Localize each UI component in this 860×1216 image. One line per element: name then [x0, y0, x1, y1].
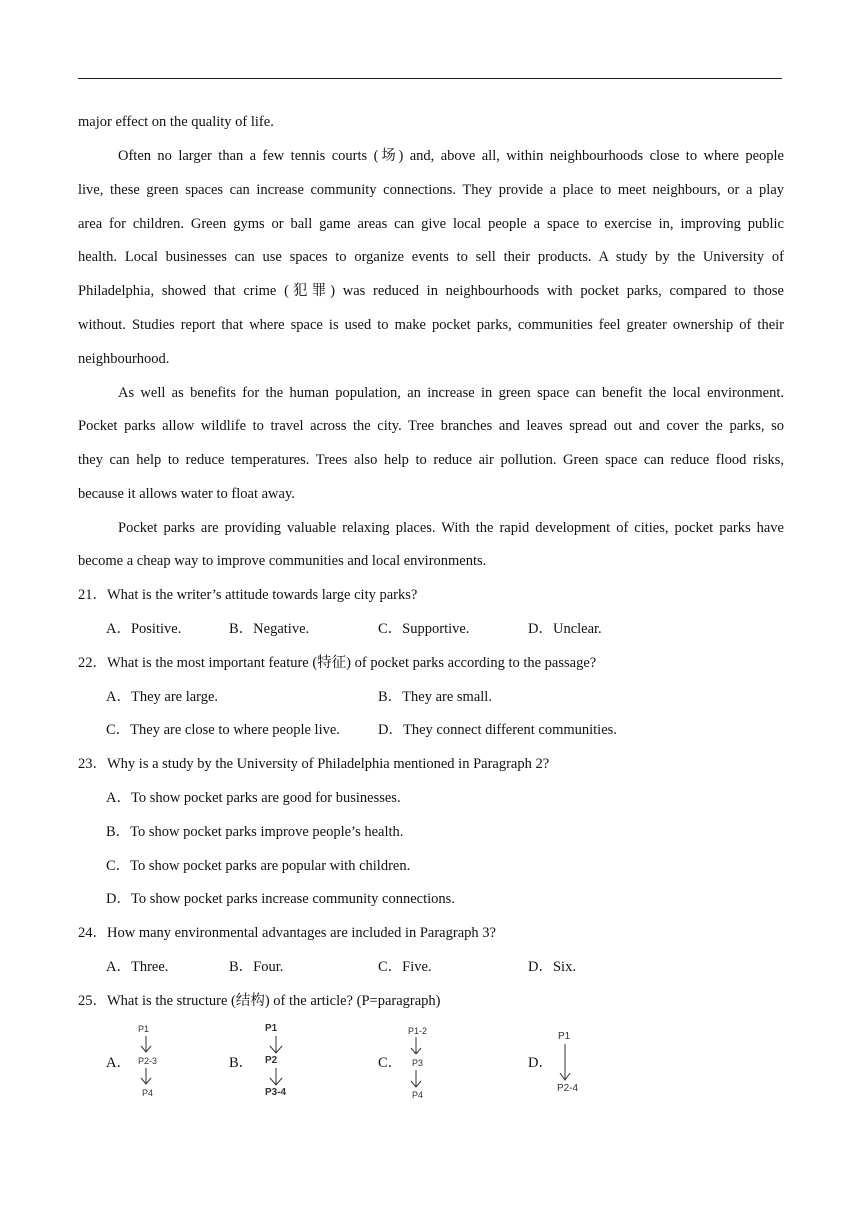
diagram-label: P2-4	[557, 1083, 579, 1094]
passage-line: As well as benefits for the human population, an increase in green space can benefit the local environment.	[118, 385, 784, 401]
down-arrow-icon	[268, 1068, 284, 1087]
option-a[interactable]: A．To show pocket parks are good for businesses.	[106, 790, 401, 806]
diagram-label: P1	[558, 1031, 571, 1042]
option-a[interactable]: A．Three.	[106, 959, 169, 975]
diagram-label: P1	[265, 1023, 278, 1034]
passage-line: become a cheap way to improve communities and local environments.	[78, 553, 487, 569]
option-c[interactable]: C．Five.	[378, 959, 432, 975]
down-arrow-icon	[409, 1070, 423, 1089]
diagram-label: P4	[412, 1090, 424, 1100]
passage-line: area for children. Green gyms or ball game areas can give local people a space to exercise in, improving public	[78, 216, 784, 232]
diagram-label: P4	[142, 1088, 154, 1098]
passage-line: without. Studies report that where space is used to make pocket parks, communities feel greater ownership of their	[78, 317, 784, 333]
down-arrow-icon	[409, 1037, 423, 1056]
header-rule	[78, 78, 782, 79]
diagram-label: P1	[138, 1024, 150, 1034]
passage-line: Philadelphia, showed that crime (犯罪) was reduced in neighbourhoods with pocket parks, compared to those	[78, 283, 784, 299]
option-d[interactable]: D．	[528, 1055, 553, 1071]
option-a[interactable]: A．	[106, 1055, 131, 1071]
passage-line: neighbourhood.	[78, 351, 170, 367]
down-arrow-icon	[139, 1036, 153, 1054]
question-stem: 23．Why is a study by the University of Philadelphia mentioned in Paragraph 2?	[78, 756, 550, 772]
option-b[interactable]: B．	[229, 1055, 254, 1071]
option-a[interactable]: A．They are large.	[106, 689, 219, 705]
passage-line: live, these green spaces can increase community connections. They provide a place to meet neighbours, or a play	[78, 182, 784, 198]
passage-line: Pocket parks are providing valuable relaxing places. With the rapid development of cities, pocket parks have	[118, 520, 784, 536]
passage-line: because it allows water to float away.	[78, 486, 295, 502]
option-c[interactable]: C．Supportive.	[378, 621, 470, 637]
passage-line: major effect on the quality of life.	[78, 114, 274, 130]
option-b[interactable]: B．Negative.	[229, 621, 310, 637]
passage-line: they can help to reduce temperatures. Trees also help to reduce air pollution. Green space can reduce flood risks,	[78, 452, 784, 468]
diagram-label: P1-2	[408, 1026, 428, 1036]
question-stem: 24．How many environmental advantages are included in Paragraph 3?	[78, 925, 496, 941]
diagram-label: P2	[265, 1055, 278, 1066]
option-b[interactable]: B．Four.	[229, 959, 284, 975]
option-b[interactable]: B．They are small.	[378, 689, 492, 705]
option-d[interactable]: D．Six.	[528, 959, 576, 975]
passage-line: Often no larger than a few tennis courts (场) and, above all, within neighbourhoods close to where people	[118, 148, 784, 164]
diagram-label: P3-4	[265, 1087, 287, 1098]
option-d[interactable]: D．Unclear.	[528, 621, 602, 637]
down-arrow-icon	[268, 1036, 284, 1055]
down-arrow-icon	[558, 1044, 572, 1082]
diagram-label: P2-3	[138, 1056, 158, 1066]
option-c[interactable]: C．To show pocket parks are popular with children.	[106, 858, 411, 874]
option-b[interactable]: B．To show pocket parks improve people’s health.	[106, 824, 404, 840]
option-c[interactable]: C．	[378, 1055, 403, 1071]
diagram-label: P3	[412, 1058, 424, 1068]
option-d[interactable]: D．They connect different communities.	[378, 722, 617, 738]
question-stem: 25．What is the structure (结构) of the article? (P=paragraph)	[78, 993, 441, 1009]
question-stem: 21．What is the writer’s attitude towards large city parks?	[78, 587, 418, 603]
question-stem: 22．What is the most important feature (特征) of pocket parks according to the passage?	[78, 655, 597, 671]
option-c[interactable]: C．They are close to where people live.	[106, 722, 340, 738]
passage-line: Pocket parks allow wildlife to travel across the city. Tree branches and leaves spread out and cover the parks, so	[78, 418, 784, 434]
option-d[interactable]: D．To show pocket parks increase community connections.	[106, 891, 455, 907]
option-a[interactable]: A．Positive.	[106, 621, 182, 637]
down-arrow-icon	[139, 1068, 153, 1086]
passage-line: health. Local businesses can use spaces to organize events to sell their products. A study by the University of	[78, 249, 784, 265]
